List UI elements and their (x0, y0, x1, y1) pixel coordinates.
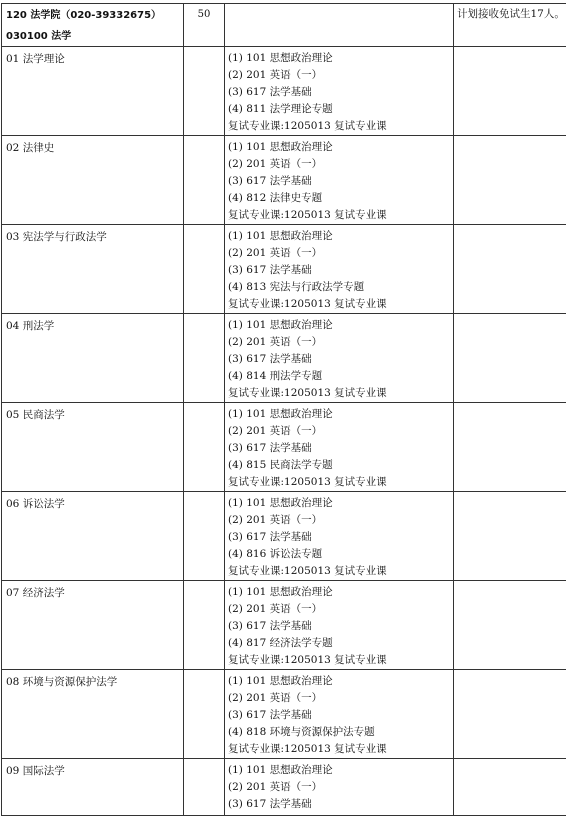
direction-note-cell (454, 670, 566, 759)
exam-subjects-list (225, 759, 453, 813)
exam-subject: (3) 617 法学基础 (228, 709, 312, 721)
exam-subject: (1) 101 思想政治理论 (228, 52, 333, 64)
direction-note-cell (454, 492, 566, 581)
exam-subject: (1) 101 思想政治理论 (228, 319, 333, 331)
retest-subject: 复试专业课:1205013 复试专业课 (228, 743, 387, 755)
exam-subjects-cell (225, 47, 454, 136)
retest-subject: 复试专业课:1205013 复试专业课 (228, 298, 387, 310)
direction-label: 03 宪法学与行政法学 (6, 231, 107, 243)
direction-note-cell (454, 581, 566, 670)
exam-subjects-cell (225, 492, 454, 581)
exam-subjects-cell (225, 225, 454, 314)
exam-subject: (1) 101 思想政治理论 (228, 141, 333, 153)
exam-subject: (4) 817 经济法学专题 (228, 637, 333, 649)
direction-note-cell (454, 403, 566, 492)
admissions-table (1, 3, 566, 816)
exam-subject: (2) 201 英语（一） (228, 514, 323, 526)
direction-row (2, 670, 566, 759)
direction-cell (2, 136, 184, 225)
direction-row (2, 403, 566, 492)
direction-row (2, 492, 566, 581)
exam-subject: (3) 617 法学基础 (228, 531, 312, 543)
exam-subject: (2) 201 英语（一） (228, 603, 323, 615)
exam-subjects-cell (225, 759, 454, 816)
subjects-header-cell (225, 4, 454, 47)
direction-quota-cell (184, 759, 225, 816)
retest-subject: 复试专业课:1205013 复试专业课 (228, 565, 387, 577)
direction-cell (2, 225, 184, 314)
college-cell (2, 4, 184, 47)
direction-note-cell (454, 136, 566, 225)
admissions-table-body (2, 4, 566, 816)
exam-subject: (2) 201 英语（一） (228, 69, 323, 81)
direction-cell (2, 581, 184, 670)
exam-subject: (4) 811 法学理论专题 (228, 103, 333, 115)
exam-subjects-list (225, 581, 453, 669)
direction-quota-cell (184, 492, 225, 581)
direction-quota-cell (184, 314, 225, 403)
direction-label: 06 诉讼法学 (6, 498, 65, 510)
direction-note-cell (454, 759, 566, 816)
enrollment-quota: 50 (197, 9, 211, 20)
direction-cell (2, 759, 184, 816)
retest-subject: 复试专业课:1205013 复试专业课 (228, 476, 387, 488)
major-title: 030100 法学 (6, 31, 72, 42)
direction-label: 08 环境与资源保护法学 (6, 676, 118, 688)
exam-subject: (1) 101 思想政治理论 (228, 675, 333, 687)
header-row (2, 4, 566, 47)
direction-cell (2, 670, 184, 759)
exam-subject: (3) 617 法学基础 (228, 175, 312, 187)
exam-subject: (3) 617 法学基础 (228, 353, 312, 365)
exam-subject: (4) 816 诉讼法专题 (228, 548, 323, 560)
quota-cell (184, 4, 225, 47)
college-header: 120 法学院（020-39332675） (6, 10, 162, 21)
direction-cell (2, 403, 184, 492)
direction-row (2, 47, 566, 136)
direction-quota-cell (184, 47, 225, 136)
exam-subject: (1) 101 思想政治理论 (228, 230, 333, 242)
exam-subject: (2) 201 英语（一） (228, 692, 323, 704)
exam-subject: (3) 617 法学基础 (228, 264, 312, 276)
exam-subject: (4) 815 民商法学专题 (228, 459, 333, 471)
direction-label: 02 法律史 (6, 142, 55, 154)
exam-subject: (3) 617 法学基础 (228, 798, 312, 810)
retest-subject: 复试专业课:1205013 复试专业课 (228, 387, 387, 399)
direction-cell (2, 314, 184, 403)
exam-subject: (2) 201 英语（一） (228, 425, 323, 437)
direction-row (2, 759, 566, 816)
exam-subjects-list (225, 225, 453, 313)
exam-subjects-list (225, 136, 453, 224)
direction-label: 04 刑法学 (6, 320, 55, 332)
direction-quota-cell (184, 670, 225, 759)
exam-subject: (1) 101 思想政治理论 (228, 497, 333, 509)
exam-subject: (2) 201 英语（一） (228, 158, 323, 170)
retest-subject: 复试专业课:1205013 复试专业课 (228, 120, 387, 132)
exam-subject: (2) 201 英语（一） (228, 781, 323, 793)
direction-label: 09 国际法学 (6, 765, 65, 777)
direction-row (2, 581, 566, 670)
exam-subjects-list (225, 403, 453, 491)
exam-subjects-cell (225, 403, 454, 492)
exam-subject: (4) 818 环境与资源保护法专题 (228, 726, 375, 738)
retest-subject: 复试专业课:1205013 复试专业课 (228, 654, 387, 666)
retest-subject: 复试专业课:1205013 复试专业课 (228, 209, 387, 221)
direction-row (2, 136, 566, 225)
exemption-note: 计划接收免试生17人。 (457, 8, 565, 20)
direction-row (2, 225, 566, 314)
exam-subjects-cell (225, 136, 454, 225)
direction-row (2, 314, 566, 403)
exam-subjects-cell (225, 670, 454, 759)
direction-label: 05 民商法学 (6, 409, 65, 421)
direction-quota-cell (184, 225, 225, 314)
direction-cell (2, 492, 184, 581)
exam-subject: (4) 814 刑法学专题 (228, 370, 323, 382)
direction-quota-cell (184, 581, 225, 670)
exam-subject: (4) 812 法律史专题 (228, 192, 323, 204)
note-cell (454, 4, 566, 47)
direction-quota-cell (184, 403, 225, 492)
exam-subject: (3) 617 法学基础 (228, 86, 312, 98)
direction-label: 01 法学理论 (6, 53, 65, 65)
exam-subject: (1) 101 思想政治理论 (228, 408, 333, 420)
direction-note-cell (454, 314, 566, 403)
exam-subjects-list (225, 314, 453, 402)
exam-subject: (1) 101 思想政治理论 (228, 764, 333, 776)
exam-subject: (3) 617 法学基础 (228, 620, 312, 632)
direction-note-cell (454, 47, 566, 136)
exam-subject: (1) 101 思想政治理论 (228, 586, 333, 598)
exam-subjects-list (225, 492, 453, 580)
direction-label: 07 经济法学 (6, 587, 65, 599)
direction-cell (2, 47, 184, 136)
direction-note-cell (454, 225, 566, 314)
exam-subjects-list (225, 47, 453, 135)
exam-subject: (3) 617 法学基础 (228, 442, 312, 454)
exam-subject: (4) 813 宪法与行政法学专题 (228, 281, 365, 293)
exam-subject: (2) 201 英语（一） (228, 336, 323, 348)
direction-quota-cell (184, 136, 225, 225)
exam-subjects-cell (225, 314, 454, 403)
exam-subjects-list (225, 670, 453, 758)
exam-subjects-cell (225, 581, 454, 670)
exam-subject: (2) 201 英语（一） (228, 247, 323, 259)
